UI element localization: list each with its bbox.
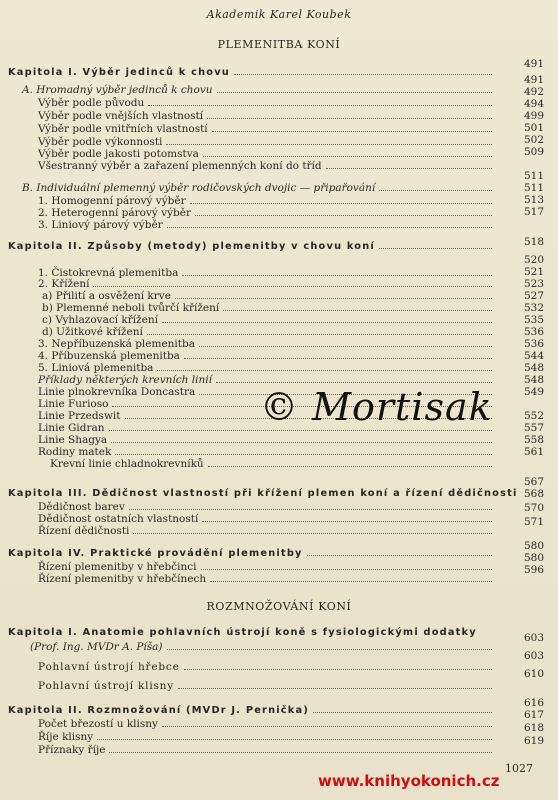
toc-entry: Kapitola I. Anatomie pohlavních ústrojí koně s fysiologickými dodatky <box>8 627 477 638</box>
page-ref: 511 <box>523 182 544 194</box>
toc-entry: 5. Liniová plemenitba <box>38 362 496 374</box>
toc-entry: A. Hromadný výběr jedinců k chovu <box>22 84 496 96</box>
toc-entry: Kapitola II. Rozmnožování (MVDr J. Pernička) <box>8 705 496 717</box>
page-ref: 567 <box>523 476 544 488</box>
toc-entry: 3. Nepříbuzenská plemenitba <box>38 338 496 350</box>
page-ref: 527 <box>523 290 544 302</box>
toc-entry: Kapitola IV. Praktické provádění plemenitby <box>8 548 496 560</box>
page-ref: 521 <box>523 266 544 278</box>
toc-entry: Výběr podle vnějších vlastností <box>38 110 496 122</box>
toc-entry: Linie plnokrevníka Doncastra <box>38 386 496 398</box>
toc-entry: Všestranný výběr a zařazení plemenných koní do tříd <box>38 160 496 172</box>
page-ref: 536 <box>523 338 544 350</box>
toc-entry: Linie Furioso <box>38 398 496 410</box>
page-ref: 491 <box>523 74 544 86</box>
page-ref: 548 <box>523 362 544 374</box>
toc-entry: B. Individuální plemenný výběr rodičovských dvojic — připařování <box>22 182 496 194</box>
page-ref: 494 <box>523 98 544 110</box>
toc-entry: Řízení plemenitby v hřebčinci <box>38 561 496 573</box>
toc-entry: Krevní linie chladnokrevníků <box>50 458 496 470</box>
page-ref: 616 <box>523 697 544 709</box>
page-ref: 603 <box>523 632 544 644</box>
page-ref: 618 <box>523 722 544 734</box>
toc-entry: Pohlavní ústrojí hřebce <box>38 661 496 673</box>
toc-entry: c) Vyhlazovací křížení <box>42 314 496 326</box>
page-header: Akademik Karel Koubek <box>206 8 352 21</box>
page-ref: 549 <box>523 386 544 398</box>
page-ref: 558 <box>523 434 544 446</box>
toc-entry: Linie Przedswit <box>38 410 496 422</box>
toc-entry: Výběr podle jakosti potomstva <box>38 148 496 160</box>
watermark-mortisak: © Mortisak <box>260 385 493 429</box>
toc-entry: Kapitola I. Výběr jedinců k chovu <box>8 67 496 79</box>
toc-entry: Říje klisny <box>38 731 496 743</box>
toc-entry: Příznaky říje <box>38 744 496 756</box>
section-title-rozmnozovani: ROZMNOŽOVÁNÍ KONÍ <box>206 600 352 613</box>
page-ref: 580 <box>523 540 544 552</box>
page-ref: 561 <box>523 446 544 458</box>
page-ref: 552 <box>523 410 544 422</box>
page-ref: 501 <box>523 122 544 134</box>
page-ref: 518 <box>523 236 544 248</box>
toc-entry: 1. Čistokrevná plemenitba <box>38 267 496 279</box>
toc-entry: Řízení dědičnosti <box>38 525 496 537</box>
toc-entry: Počet březostí u klisny <box>38 718 496 730</box>
toc-entry: Rodiny matek <box>38 446 496 458</box>
toc-entry: Kapitola II. Způsoby (metody) plemenitby v chovu koní <box>8 241 496 253</box>
toc-entry: Kapitola III. Dědičnost vlastností při křížení plemen koní a řízení dědičnosti <box>8 488 518 499</box>
page-ref: 523 <box>523 278 544 290</box>
toc-entry: Linie Gidran <box>38 422 496 434</box>
page-ref: 619 <box>523 735 544 747</box>
toc-entry: a) Přilití a osvěžení krve <box>42 290 496 302</box>
toc-entry: Příklady některých krevních linií <box>38 374 496 386</box>
toc-entry: Pohlavní ústrojí klisny <box>38 680 496 692</box>
page-ref: 571 <box>523 516 544 528</box>
toc-entry: Výběr podle vnitřních vlastností <box>38 123 496 135</box>
page-ref: 557 <box>523 422 544 434</box>
page-ref: 603 <box>523 650 544 662</box>
toc-entry: Řízení plemenitby v hřebčínech <box>38 573 496 585</box>
toc-entry: 1. Homogenní párový výběr <box>38 195 496 207</box>
page-ref: 548 <box>523 374 544 386</box>
page-ref: 513 <box>523 194 544 206</box>
toc-entry: b) Plemenné neboli tvůrčí křížení <box>42 302 496 314</box>
toc-entry: 3. Liniový párový výběr <box>38 219 496 231</box>
toc-entry: Dědičnost barev <box>38 501 496 513</box>
page-ref: 535 <box>523 314 544 326</box>
page-ref: 568 <box>523 488 544 500</box>
watermark-website: www.knihyokonich.cz <box>318 772 500 790</box>
page-ref: 509 <box>523 146 544 158</box>
page-ref: 502 <box>523 134 544 146</box>
toc-entry: d) Užitkové křížení <box>42 326 496 338</box>
page-ref: 580 <box>523 552 544 564</box>
page-ref: 596 <box>523 564 544 576</box>
page-ref: 511 <box>523 170 544 182</box>
page-ref: 491 <box>523 58 544 70</box>
toc-entry: 4. Příbuzenská plemenitba <box>38 350 496 362</box>
toc-entry: Linie Shagya <box>38 434 496 446</box>
toc-entry: Výběr podle původu <box>38 97 496 109</box>
page-ref: 532 <box>523 302 544 314</box>
section-title-plemenitba: PLEMENITBA KONÍ <box>217 38 341 51</box>
page-ref: 570 <box>523 502 544 514</box>
page-ref: 536 <box>523 326 544 338</box>
page-ref: 610 <box>523 668 544 680</box>
page-number: 1027 <box>505 762 533 775</box>
toc-entry: Dědičnost ostatních vlastností <box>38 513 496 525</box>
page-ref: 499 <box>523 110 544 122</box>
page-ref: 544 <box>523 350 544 362</box>
toc-entry: Výběr podle výkonnosti <box>38 136 496 148</box>
toc-entry: (Prof. Ing. MVDr A. Píša) <box>30 641 496 653</box>
toc-entry: 2. Křížení <box>38 278 496 290</box>
toc-entry: 2. Heterogenní párový výběr <box>38 207 496 219</box>
page-ref: 617 <box>523 709 544 721</box>
page-ref: 517 <box>523 206 544 218</box>
page-ref: 492 <box>523 86 544 98</box>
page-ref: 520 <box>523 254 544 266</box>
